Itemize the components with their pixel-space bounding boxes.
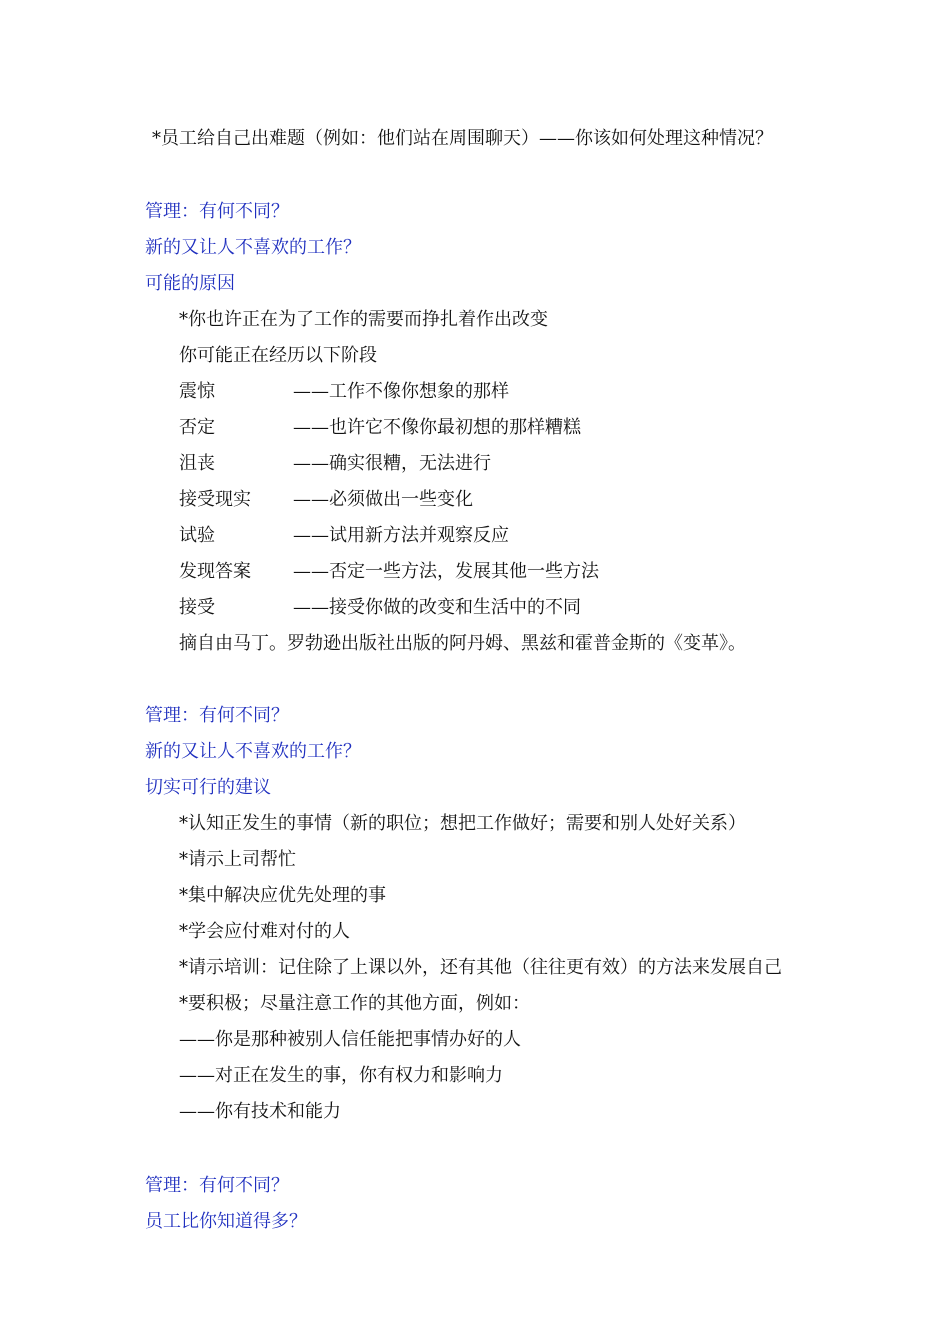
section3-heading-staff: 员工比你知道得多？ xyxy=(145,1211,307,1232)
stage-desc: ——工作不像你想象的那样 xyxy=(293,381,509,402)
section1-heading-management: 管理：有何不同？ xyxy=(145,201,289,222)
stage-row xyxy=(0,452,950,476)
stage-name: 否定 xyxy=(179,417,215,438)
advice-item: ——对正在发生的事，你有权力和影响力 xyxy=(179,1065,503,1086)
section1-heading-job: 新的又让人不喜欢的工作？ xyxy=(145,237,361,258)
advice-item: *请示培训：记住除了上课以外，还有其他（往往更有效）的方法来发展自己 xyxy=(179,957,782,978)
section2-heading-job: 新的又让人不喜欢的工作？ xyxy=(145,741,361,762)
advice-item: ——你是那种被别人信任能把事情办好的人 xyxy=(179,1029,521,1050)
stage-name: 震惊 xyxy=(179,381,215,402)
section3-heading-management: 管理：有何不同？ xyxy=(145,1175,289,1196)
section2-heading-advice: 切实可行的建议 xyxy=(145,777,271,798)
stage-desc: ——试用新方法并观察反应 xyxy=(293,525,509,546)
stage-desc: ——必须做出一些变化 xyxy=(293,489,473,510)
stage-name: 试验 xyxy=(179,525,215,546)
advice-item: *要积极；尽量注意工作的其他方面，例如： xyxy=(179,993,530,1014)
intro-line: *员工给自己出难题（例如：他们站在周围聊天）——你该如何处理这种情况？ xyxy=(152,128,773,149)
stage-desc: ——确实很糟，无法进行 xyxy=(293,453,491,474)
stage-desc: ——也许它不像你最初想的那样糟糕 xyxy=(293,417,581,438)
stage-row xyxy=(0,488,950,512)
stage-row xyxy=(0,560,950,584)
advice-item: *认知正发生的事情（新的职位；想把工作做好；需要和别人处好关系） xyxy=(179,813,746,834)
stage-name: 沮丧 xyxy=(179,453,215,474)
stage-row xyxy=(0,380,950,404)
stage-row xyxy=(0,524,950,548)
section1-heading-causes: 可能的原因 xyxy=(145,273,235,294)
section1-line-struggle: *你也许正在为了工作的需要而挣扎着作出改变 xyxy=(179,309,548,330)
stage-desc: ——接受你做的改变和生活中的不同 xyxy=(293,597,581,618)
stage-row xyxy=(0,596,950,620)
stage-desc: ——否定一些方法，发展其他一些方法 xyxy=(293,561,599,582)
section1-line-stages-intro: 你可能正在经历以下阶段 xyxy=(179,345,377,366)
section2-heading-management: 管理：有何不同？ xyxy=(145,705,289,726)
stage-name: 发现答案 xyxy=(179,561,251,582)
advice-item: *学会应付难对付的人 xyxy=(179,921,350,942)
stage-name: 接受 xyxy=(179,597,215,618)
stage-name: 接受现实 xyxy=(179,489,251,510)
section1-source: 摘自由马丁。罗勃逊出版社出版的阿丹姆、黑兹和霍普金斯的《变革》。 xyxy=(179,633,746,654)
advice-item: *集中解决应优先处理的事 xyxy=(179,885,386,906)
stage-row xyxy=(0,416,950,440)
advice-item: *请示上司帮忙 xyxy=(179,849,296,870)
advice-item: ——你有技术和能力 xyxy=(179,1101,341,1122)
